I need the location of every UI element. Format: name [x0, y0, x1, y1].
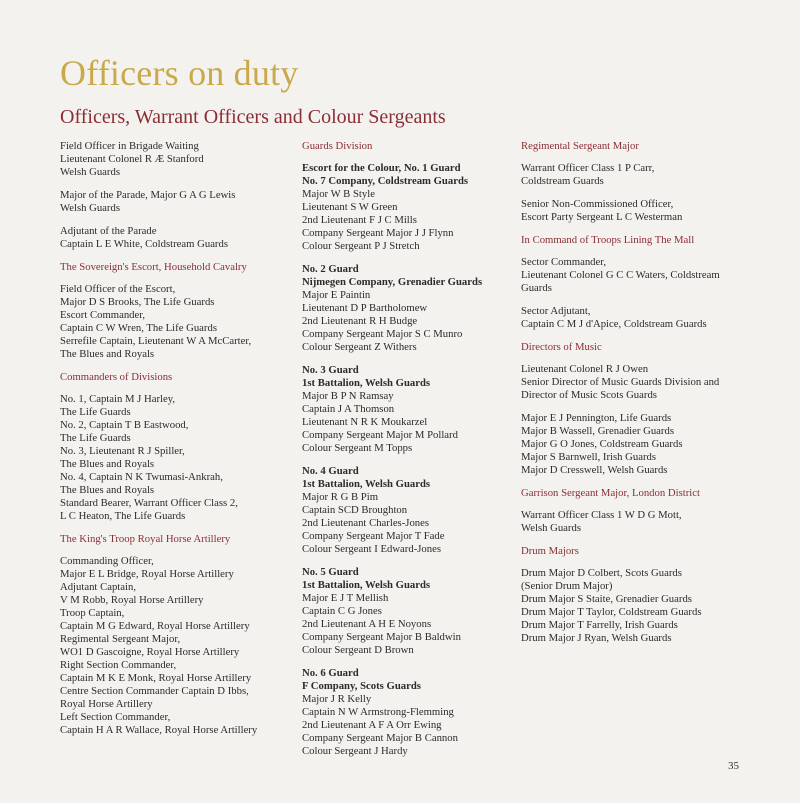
entry-line: Colour Sergeant P J Stretch — [302, 240, 420, 252]
entry-line: Major S Barnwell, Irish Guards — [521, 451, 657, 463]
entry-line: No. 1, Captain M J Harley, — [60, 393, 176, 405]
section-heading: Regimental Sergeant Major — [521, 140, 639, 152]
entry-line: Drum Major T Taylor, Coldstream Guards — [521, 606, 702, 618]
entry-line: Lieutenant D P Bartholomew — [302, 302, 428, 314]
entry-line: Major B P N Ramsay — [302, 390, 394, 402]
section-heading: Drum Majors — [521, 545, 579, 557]
entry-line: Guards — [521, 282, 552, 294]
entry-line: Captain H A R Wallace, Royal Horse Artillery — [60, 724, 258, 736]
entry-line: Adjutant Captain, — [60, 581, 136, 593]
section-heading: In Command of Troops Lining The Mall — [521, 234, 695, 246]
entry-heading: 1st Battalion, Welsh Guards — [302, 579, 431, 591]
entry-line: Senior Director of Music Guards Division and — [521, 376, 720, 388]
entry-heading: 1st Battalion, Welsh Guards — [302, 478, 431, 490]
entry-line: Coldstream Guards — [521, 175, 604, 187]
entry-block — [302, 263, 507, 354]
entry-line: Major J R Kelly — [302, 693, 372, 705]
entry-line: 2nd Lieutenant F J C Mills — [302, 214, 417, 226]
section — [521, 341, 751, 477]
section-heading: Directors of Music — [521, 341, 602, 353]
entry-line: Warrant Officer Class 1 P Carr, — [521, 162, 655, 174]
section-heading: The Sovereign's Escort, Household Cavalry — [60, 261, 247, 273]
entry-line: Drum Major J Ryan, Welsh Guards — [521, 632, 672, 644]
entry-line: Royal Horse Artillery — [60, 698, 153, 710]
entry-block — [521, 509, 751, 535]
section — [521, 140, 751, 224]
entry-line: The Blues and Royals — [60, 348, 155, 360]
section — [521, 234, 751, 331]
entry-heading: F Company, Scots Guards — [302, 680, 421, 692]
entry-block — [521, 363, 751, 402]
column-1 — [60, 140, 290, 747]
entry-line: Lieutenant Colonel G C C Waters, Coldstream — [521, 269, 720, 281]
entry-line: Colour Sergeant I Edward-Jones — [302, 543, 442, 555]
entry-line: 2nd Lieutenant A F A Orr Ewing — [302, 719, 442, 731]
entry-line: Commanding Officer, — [60, 555, 154, 567]
entry-line: Colour Sergeant D Brown — [302, 644, 414, 656]
entry-heading: No. 2 Guard — [302, 263, 359, 275]
entry-block — [60, 555, 290, 737]
page-title: Officers on duty — [60, 53, 299, 93]
entry-line: Welsh Guards — [60, 202, 120, 214]
entry-block — [521, 256, 751, 295]
entry-line: Major of the Parade, Major G A G Lewis — [60, 189, 236, 201]
entry-line: The Life Guards — [60, 432, 131, 444]
entry-block — [302, 162, 507, 253]
entry-line: Colour Sergeant J Hardy — [302, 745, 408, 757]
entry-line: Captain C G Jones — [302, 605, 382, 617]
entry-line: Captain SCD Broughton — [302, 504, 408, 516]
entry-line: Major G O Jones, Coldstream Guards — [521, 438, 683, 450]
entry-line: 2nd Lieutenant Charles-Jones — [302, 517, 430, 529]
entry-line: Company Sergeant Major S C Munro — [302, 328, 463, 340]
entry-line: Standard Bearer, Warrant Officer Class 2, — [60, 497, 238, 509]
entry-line: Major E L Bridge, Royal Horse Artillery — [60, 568, 234, 580]
section — [521, 545, 751, 645]
section — [60, 371, 290, 523]
entry-line: Company Sergeant Major J J Flynn — [302, 227, 454, 239]
entry-line: Lieutenant Colonel R Æ Stanford — [60, 153, 204, 165]
entry-line: Drum Major T Farrelly, Irish Guards — [521, 619, 678, 631]
entry-line: Major E J Pennington, Life Guards — [521, 412, 672, 424]
entry-heading: Nijmegen Company, Grenadier Guards — [302, 276, 483, 288]
entry-block — [60, 225, 290, 251]
entry-line: Sector Commander, — [521, 256, 607, 268]
entry-line: Major D Cresswell, Welsh Guards — [521, 464, 668, 476]
entry-line: No. 3, Lieutenant R J Spiller, — [60, 445, 185, 457]
entry-block — [521, 162, 751, 188]
entry-line: Welsh Guards — [521, 522, 581, 534]
entry-line: Escort Commander, — [60, 309, 146, 321]
entry-line: Right Section Commander, — [60, 659, 177, 671]
page-number: 35 — [728, 760, 739, 772]
entry-line: Major E J T Mellish — [302, 592, 389, 604]
entry-line: WO1 D Gascoigne, Royal Horse Artillery — [60, 646, 240, 658]
entry-line: The Life Guards — [60, 406, 131, 418]
entry-block — [521, 198, 751, 224]
section-heading: Commanders of Divisions — [60, 371, 173, 383]
entry-line: Company Sergeant Major T Fade — [302, 530, 445, 542]
entry-block — [302, 465, 507, 556]
entry-block — [60, 393, 290, 523]
entry-line: Centre Section Commander Captain D Ibbs, — [60, 685, 249, 697]
entry-block — [302, 667, 507, 758]
entry-line: Left Section Commander, — [60, 711, 171, 723]
entry-line: Captain L E White, Coldstream Guards — [60, 238, 228, 250]
section-heading: The King's Troop Royal Horse Artillery — [60, 533, 231, 545]
entry-line: Lieutenant N R K Moukarzel — [302, 416, 428, 428]
entry-line: Company Sergeant Major M Pollard — [302, 429, 458, 441]
entry-line: Major R G B Pim — [302, 491, 379, 503]
section — [60, 533, 290, 737]
entry-line: Major E Paintin — [302, 289, 371, 301]
entry-block — [60, 283, 290, 361]
entry-line: Sector Adjutant, — [521, 305, 591, 317]
entry-line: Welsh Guards — [60, 166, 120, 178]
entry-block — [60, 140, 290, 179]
entry-line: Drum Major S Staite, Grenadier Guards — [521, 593, 692, 605]
entry-line: The Blues and Royals — [60, 458, 155, 470]
entry-line: Field Officer of the Escort, — [60, 283, 176, 295]
entry-line: L C Heaton, The Life Guards — [60, 510, 186, 522]
section — [521, 487, 751, 535]
entry-line: Captain C M J d'Apice, Coldstream Guards — [521, 318, 707, 330]
entry-line: Lieutenant S W Green — [302, 201, 398, 213]
entry-line: Director of Music Scots Guards — [521, 389, 657, 401]
entry-block — [521, 305, 751, 331]
entry-block — [302, 364, 507, 455]
entry-block — [521, 412, 751, 477]
section — [302, 140, 507, 758]
entry-line: Drum Major D Colbert, Scots Guards — [521, 567, 682, 579]
entry-line: Troop Captain, — [60, 607, 125, 619]
entry-heading: No. 6 Guard — [302, 667, 359, 679]
entry-line: Captain C W Wren, The Life Guards — [60, 322, 217, 334]
page-subtitle: Officers, Warrant Officers and Colour Sergeants — [60, 106, 446, 128]
entry-line: Colour Sergeant Z Withers — [302, 341, 417, 353]
section-heading: Garrison Sergeant Major, London District — [521, 487, 700, 499]
entry-line: Company Sergeant Major B Baldwin — [302, 631, 461, 643]
entry-heading: No. 5 Guard — [302, 566, 359, 578]
entry-line: The Blues and Royals — [60, 484, 155, 496]
entry-line: No. 4, Captain N K Twumasi-Ankrah, — [60, 471, 223, 483]
entry-heading: No. 7 Company, Coldstream Guards — [302, 175, 469, 187]
section — [60, 261, 290, 361]
entry-line: Senior Non-Commissioned Officer, — [521, 198, 674, 210]
entry-line: Major D S Brooks, The Life Guards — [60, 296, 215, 308]
entry-line: Lieutenant Colonel R J Owen — [521, 363, 649, 375]
entry-line: (Senior Drum Major) — [521, 580, 613, 592]
entry-line: No. 2, Captain T B Eastwood, — [60, 419, 189, 431]
column-2 — [302, 140, 507, 768]
entry-line: Captain M K E Monk, Royal Horse Artillery — [60, 672, 252, 684]
entry-line: Captain N W Armstrong-Flemming — [302, 706, 454, 718]
entry-heading: No. 4 Guard — [302, 465, 359, 477]
entry-heading: Escort for the Colour, No. 1 Guard — [302, 162, 461, 174]
entry-line: V M Robb, Royal Horse Artillery — [60, 594, 204, 606]
entry-line: Field Officer in Brigade Waiting — [60, 140, 199, 152]
entry-block — [521, 567, 751, 645]
entry-block — [60, 189, 290, 215]
entry-line: Captain J A Thomson — [302, 403, 395, 415]
entry-line: 2nd Lieutenant A H E Noyons — [302, 618, 432, 630]
entry-line: 2nd Lieutenant R H Budge — [302, 315, 418, 327]
entry-line: Captain M G Edward, Royal Horse Artillery — [60, 620, 250, 632]
entry-line: Colour Sergeant M Topps — [302, 442, 413, 454]
section — [60, 140, 290, 251]
entry-line: Regimental Sergeant Major, — [60, 633, 181, 645]
entry-line: Major W B Style — [302, 188, 375, 200]
entry-line: Company Sergeant Major B Cannon — [302, 732, 458, 744]
entry-line: Major B Wassell, Grenadier Guards — [521, 425, 674, 437]
entry-heading: No. 3 Guard — [302, 364, 359, 376]
entry-line: Warrant Officer Class 1 W D G Mott, — [521, 509, 682, 521]
entry-block — [302, 566, 507, 657]
entry-line: Serrefile Captain, Lieutenant W A McCarter, — [60, 335, 252, 347]
entry-line: Escort Party Sergeant L C Westerman — [521, 211, 683, 223]
entry-line: Adjutant of the Parade — [60, 225, 157, 237]
entry-heading: 1st Battalion, Welsh Guards — [302, 377, 431, 389]
column-3 — [521, 140, 751, 655]
section-heading: Guards Division — [302, 140, 373, 152]
